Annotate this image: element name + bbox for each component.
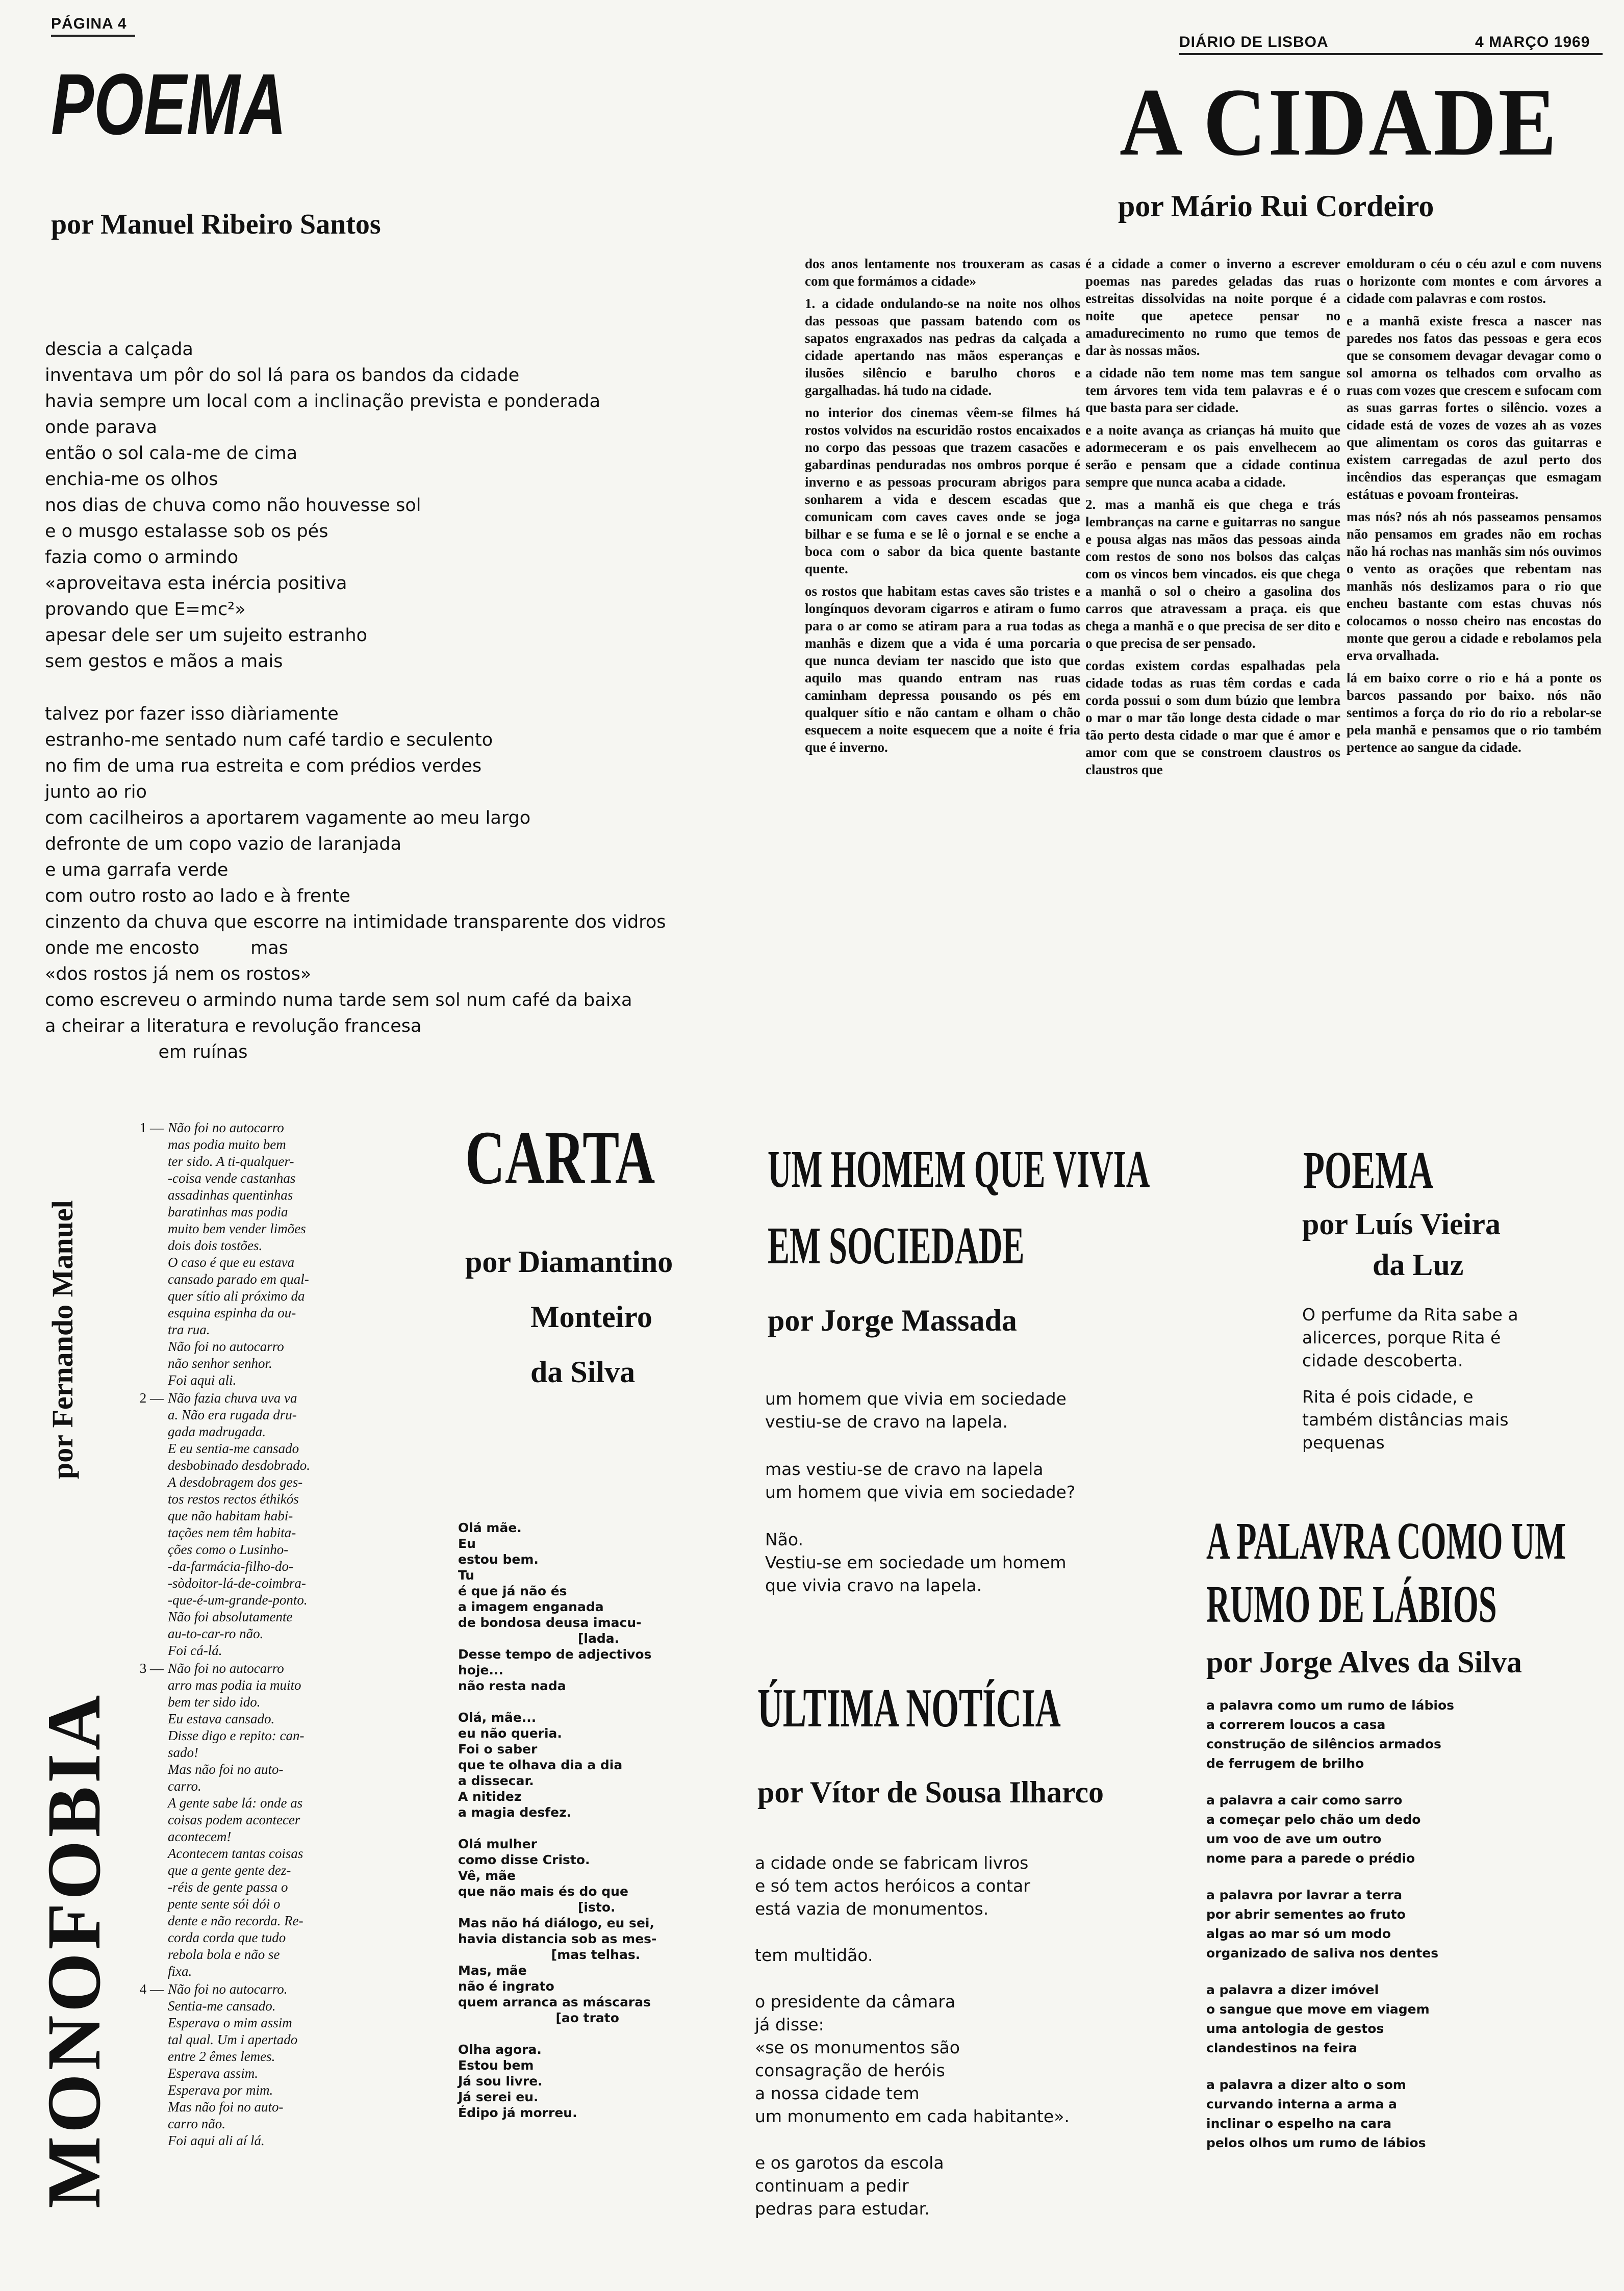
poema-santos-body: [45, 337, 769, 1065]
poema-santos-stanza2: [45, 701, 769, 1065]
ultima-stanza: [755, 1851, 1153, 1920]
carta-line: Olá mãe.: [458, 1520, 522, 1535]
carta-line: [458, 1820, 703, 1836]
carta-line: Édipo já morreu.: [458, 2105, 577, 2120]
monofobia-byline: por Fernando Manuel: [46, 1200, 79, 1479]
monofobia-line: tações nem têm habita-: [168, 1525, 296, 1540]
ultima-title: ÚLTIMA NOTÍCIA: [757, 1678, 1061, 1739]
carta-line: eu não queria.: [458, 1726, 562, 1741]
palavra-line: a palavra a dizer alto o som: [1206, 2077, 1406, 2092]
monofobia-line: fixa.: [168, 1964, 192, 1979]
cidade-paragraph: e a noite avança as crianças há muito que adormeceram e os pais envelhecem ao serão e pensam que a cidade continua sempre que nunca acaba a cidade.: [1085, 422, 1340, 490]
cidade-paragraph: 1. a cidade ondulando-se na noite nos olhos das pessoas que passam batendo com os sapatos engraxados nas pedras da calçada a cidade apertando nas mãos esperanças e ilusões silêncio e barulho choros e gargalhadas. há tudo na cidade.: [805, 296, 1080, 398]
palavra-title: [1206, 1510, 1566, 1636]
monofobia-line: Esperava assim.: [168, 2066, 258, 2081]
monofobia-item-number: 2 —: [139, 1390, 164, 1406]
carta-line: Olá, mãe...: [458, 1710, 537, 1725]
ultima-line: continuam a pedir: [755, 2176, 909, 2196]
palavra-byline: por Jorge Alves da Silva: [1206, 1645, 1522, 1679]
homem-title-line-2: EM SOCIEDADE: [768, 1216, 1025, 1275]
monofobia-line: -réis de gente passa o: [168, 1879, 288, 1895]
cidade-title-wrap: [1120, 69, 1607, 176]
monofobia-line: -sòdoitor-lá-de-coimbra-: [168, 1575, 306, 1591]
ultima-line: e só tem actos heróicos a contar: [755, 1876, 1030, 1896]
ultima-line: e os garotos da escola: [755, 2153, 944, 2173]
monofobia-line: Não foi no autocarro: [168, 1120, 284, 1135]
palavra-line: por abrir sementes ao fruto: [1206, 1907, 1406, 1922]
palavra-line: a palavra por lavrar a terra: [1206, 1888, 1403, 1902]
carta-line: a dissecar.: [458, 1773, 534, 1788]
poema_luz-line: O perfume da Rita sabe a: [1302, 1305, 1518, 1325]
cidade-paragraph: cordas existem cordas espalhadas pela cidade todas as ruas têm cordas e cada corda possui o som dum búzio que lembra o mar o mar tão longe desta cidade o mar tão perto desta cidade o mar que é amor e amor com que se constroem claustros os claustros que: [1085, 658, 1340, 777]
palavra-stanza: [1206, 2075, 1574, 2153]
monofobia-line: Foi aqui ali aí lá.: [168, 2133, 265, 2148]
carta-line: a imagem enganada: [458, 1599, 604, 1614]
carta-title: CARTA: [465, 1115, 655, 1200]
monofobia-line: dois dois tostões.: [168, 1238, 263, 1253]
monofobia-line: baratinhas mas podia: [168, 1204, 288, 1219]
monofobia-line: a. Não era rugada dru-: [168, 1407, 297, 1422]
carta-line: Mas, mãe: [458, 1963, 527, 1978]
poem-line: defronte de um copo vazio de laranjada: [45, 834, 402, 854]
monofobia-line: dente e não recorda. Re-: [168, 1913, 303, 1928]
monofobia-body: [115, 1119, 380, 2150]
monofobia-line: acontecem!: [168, 1829, 232, 1844]
poem-line: «aproveitava esta inércia positiva: [45, 573, 347, 594]
cidade-paragraph: a cidade não tem nome mas tem sangue tem árvores tem vida tem palavras e é o que basta para ser cidade.: [1085, 365, 1340, 415]
palavra-line: inclinar o espelho na cara: [1206, 2116, 1392, 2131]
cidade-paragraph: e a manhã existe fresca a nascer nas paredes nos fatos das pessoas e gera ecos que se consomem devagar devagar como o sol amorna os telhados com orvalho as ruas com vozes que crescem e sufocam com as suas garras fortes o silêncio. vozes a cidade está de vozes de vozes ah as vozes que alimentam os coros das guitarras e existem carregadas de azul perto dos incêndios das esperanças que esmagam estátuas e povoam fronteiras.: [1347, 313, 1602, 502]
poema-santos-stanza1: [45, 337, 769, 675]
carta-line: Mas não há diálogo, eu sei,: [458, 1916, 654, 1930]
homem-title-wrap: [768, 1131, 1384, 1284]
poem-line: descia a calçada: [45, 339, 193, 360]
carta-byline-line-1: por Diamantino: [465, 1245, 673, 1279]
carta-line: Já sou livre.: [458, 2074, 543, 2089]
carta-line: Estou bem: [458, 2058, 534, 2073]
poem-line: como escreveu o armindo numa tarde sem sol num café da baixa: [45, 990, 632, 1010]
homem-line: Não.: [765, 1530, 804, 1549]
poem-line: com outro rosto ao lado e à frente: [45, 886, 350, 906]
palavra-line: construção de silêncios armados: [1206, 1737, 1441, 1751]
monofobia-line: corda corda que tudo: [168, 1930, 286, 1945]
monofobia-title: MONOFOBIA: [32, 1692, 116, 2208]
monofobia-byline-wrap: [45, 1112, 86, 1479]
carta-line: quem arranca as máscaras: [458, 1995, 651, 2009]
poem-line: apesar dele ser um sujeito estranho: [45, 625, 367, 646]
poema-luz-title-wrap: [1303, 1137, 1501, 1204]
poem-line: no fim de uma rua estreita e com prédios verdes: [45, 756, 482, 776]
monofobia-line: coisas podem acontecer: [168, 1812, 300, 1827]
homem-stanza: [765, 1387, 1183, 1433]
monofobia-line: sado!: [168, 1745, 198, 1760]
carta-line: [mas telhas.: [458, 1947, 641, 1962]
carta-byline: [465, 1234, 673, 1399]
poem-line: provando que E=mc²»: [45, 599, 246, 620]
palavra-stanza: [1206, 1886, 1574, 1963]
cidade-title: A CIDADE: [1120, 69, 1559, 176]
palavra-stanza: [1206, 1980, 1574, 2058]
monofobia-line: -que-é-um-grande-ponto.: [168, 1592, 308, 1608]
cidade-byline: por Mário Rui Cordeiro: [1118, 189, 1434, 223]
monofobia-line: assadinhas quentinhas: [168, 1187, 293, 1203]
monofobia-line: Não foi no autocarro: [168, 1661, 284, 1676]
ultima-line: tem multidão.: [755, 1945, 873, 1965]
monofobia-item-lines: [168, 1119, 309, 1389]
cidade-paragraph: 2. mas a manhã eis que chega e trás lembranças na carne e guitarras no sangue e pousa algas nas mãos das pessoas ainda com restos de sono nos bolsos das calças com os vincos bem vincados. eis que chega a manhã o sol o cheiro a gasolina dos carros que atravessam a praça. eis que chega a manhã e o que precisa de ser dito e o que precisa de ser pensado.: [1085, 497, 1340, 651]
poem-line: a cheirar a literatura e revolução francesa: [45, 1016, 422, 1036]
monofobia-line: A desdobragem dos ges-: [168, 1474, 303, 1490]
cidade-paragraph: emolduram o céu o céu azul e com nuvens o horizonte com montes e com árvores a cidade com palavras e com rostos.: [1347, 256, 1602, 306]
carta-line: a magia desfez.: [458, 1805, 572, 1820]
monofobia-item-lines: [168, 1660, 304, 1980]
monofobia-item-number: 1 —: [139, 1120, 164, 1135]
ultima-title-wrap: [757, 1675, 1231, 1742]
homem-line: que vivia cravo na lapela.: [765, 1575, 982, 1595]
palavra-line: a começar pelo chão um dedo: [1206, 1812, 1421, 1827]
ultima-body: [755, 1851, 1153, 2220]
palavra-line: a correrem loucos a casa: [1206, 1717, 1386, 1732]
carta-line: não resta nada: [458, 1678, 566, 1693]
homem-byline: por Jorge Massada: [768, 1304, 1017, 1337]
palavra-line: uma antologia de gestos: [1206, 2021, 1384, 2036]
monofobia-line: Sentia-me cansado.: [168, 1998, 276, 2014]
monofobia-line: Não foi absolutamente: [168, 1609, 293, 1624]
monofobia-line: Foi aqui ali.: [168, 1372, 237, 1388]
homem-line: Vestiu-se em sociedade um homem: [765, 1552, 1067, 1572]
palavra-line: curvando interna a arma a: [1206, 2097, 1397, 2111]
ultima-stanza: [755, 1944, 1153, 1967]
carta-line: havia distancia sob as mes-: [458, 1931, 657, 1946]
carta-line: [isto.: [458, 1900, 616, 1915]
poema-luz-body: [1302, 1303, 1588, 1454]
monofobia-line: A gente sabe lá: onde as: [168, 1795, 303, 1811]
monofobia-line: que não habitam habi-: [168, 1508, 293, 1523]
poema_luz-line: Rita é pois cidade, e: [1302, 1387, 1474, 1407]
homem-stanza: [765, 1528, 1183, 1597]
monofobia-line: muito bem vender limões: [168, 1221, 306, 1236]
carta-line: Olá mulher: [458, 1837, 537, 1851]
monofobia-line: Não foi no autocarro.: [168, 1981, 288, 1997]
poem-line: enchia-me os olhos: [45, 469, 218, 490]
poem-line: talvez por fazer isso diàriamente: [45, 704, 339, 724]
poem-line: em ruínas: [45, 1042, 248, 1062]
palavra-title-line-1: A PALAVRA COMO UM: [1206, 1512, 1566, 1570]
monofobia-title-wrap: [32, 1576, 122, 2208]
carta-line: Já serei eu.: [458, 2090, 539, 2104]
homem-title: [768, 1131, 1150, 1284]
poem-line: estranho-me sentado num café tardio e seculento: [45, 730, 493, 750]
palavra-line: pelos olhos um rumo de lábios: [1206, 2135, 1426, 2150]
monofobia-item-lines: [168, 1390, 310, 1659]
cidade-paragraph: é a cidade a comer o inverno a escrever poemas nas paredes geladas das ruas estreitas dissolvidas na noite porque é a noite que apetece pensar no amadurecimento no rumo que temos de dar às nossas mãos.: [1085, 256, 1340, 358]
ultima-stanza: [755, 1990, 1153, 2128]
carta-line: estou bem.: [458, 1552, 539, 1567]
poem-line: onde parava: [45, 417, 158, 438]
palavra-line: organizado de saliva nos dentes: [1206, 1946, 1439, 1961]
poema_luz-line: pequenas: [1302, 1433, 1385, 1453]
poem-line: cinzento da chuva que escorre na intimidade transparente dos vidros: [45, 912, 666, 932]
poema-luz-byline-line-2: da Luz: [1373, 1248, 1464, 1282]
poema_luz-stanza: [1302, 1385, 1588, 1454]
poema-luz-title: POEMA: [1303, 1141, 1434, 1200]
monofobia-line: desbobinado desdobrado.: [168, 1458, 310, 1473]
monofobia-line: Foi cá-lá.: [168, 1643, 222, 1658]
carta-line: Vê, mãe: [458, 1868, 516, 1883]
carta-line: hoje...: [458, 1663, 503, 1677]
poema-luz-byline-line-1: por Luís Vieira: [1302, 1207, 1501, 1241]
monofobia-item: [115, 1660, 380, 1980]
monofobia-line: -coisa vende castanhas: [168, 1170, 296, 1186]
poem-line: «dos rostos já nem os rostos»: [45, 964, 312, 984]
palavra-line: o sangue que move em viagem: [1206, 2002, 1430, 2017]
monofobia-item-lines: [168, 1981, 297, 2149]
monofobia-line: Mas não foi no auto-: [168, 2099, 284, 2115]
header-rule-right: [1179, 53, 1603, 55]
monofobia-line: tos restos rectos éthikós: [168, 1491, 299, 1507]
cidade-paragraph: mas nós? nós ah nós passeamos pensamos não pensamos em grades não em rochas não há rochas nas manhãs sim nós ouvimos o vento as orações que rebentam nas manhãs nós deslizamos para o rio que encheu bastante com estas chuvas nós colocamos o nosso cheiro nas encostas do monte que gerou a cidade e rebolamos pela erva orvalhada.: [1347, 509, 1602, 663]
monofobia-line: Disse digo e repito: can-: [168, 1728, 304, 1743]
monofobia-line: gada madrugada.: [168, 1424, 266, 1439]
palavra-line: um voo de ave um outro: [1206, 1831, 1382, 1846]
monofobia-line: Esperava o mim assim: [168, 2015, 292, 2030]
monofobia-line: tra rua.: [168, 1322, 210, 1337]
carta-line: A nitidez: [458, 1789, 522, 1804]
carta-line: como disse Cristo.: [458, 1852, 590, 1867]
carta-line: [458, 2026, 703, 2042]
monofobia-line: pente sente sói dói o: [168, 1896, 281, 1912]
carta-line: [458, 1694, 703, 1710]
ultima-line: consagração de heróis: [755, 2060, 945, 2080]
poema_luz-line: também distâncias mais: [1302, 1410, 1509, 1430]
ultima-byline: por Vítor de Sousa Ilharco: [757, 1775, 1104, 1809]
monofobia-line: Não foi no autocarro: [168, 1339, 284, 1354]
poema-santos-title: POEMA: [51, 56, 287, 153]
palavra-line: a palavra como um rumo de lábios: [1206, 1698, 1455, 1713]
homem-stanza: [765, 1458, 1183, 1504]
homem-line: mas vestiu-se de cravo na lapela: [765, 1459, 1044, 1479]
carta-line: Desse tempo de adjectivos: [458, 1647, 652, 1662]
palavra-line: nome para a parede o prédio: [1206, 1851, 1415, 1866]
palavra-line: clandestinos na feira: [1206, 2041, 1357, 2055]
carta-byline-line-3: da Silva: [530, 1355, 636, 1389]
cidade-column-1: [805, 255, 1080, 761]
monofobia-item: [115, 1981, 380, 2149]
cidade-column-2: [1085, 255, 1340, 783]
monofobia-line: -da-farmácia-filho-do-: [168, 1559, 293, 1574]
cidade-paragraph: os rostos que habitam estas caves são tristes e longínquos devoram cigarros e atiram o fumo para o ar como se atiram para a rua todas as manhãs e dizem que a vida é uma porcaria que nunca deviam ter nascido que isto que aquilo mas quando entram nas ruas caminham depressa pousando os pés em qualquer sítio e não cantam e olham o chão esquecem a noite esquecem que a noite é fria que é inverno.: [805, 583, 1080, 755]
monofobia-line: que a gente gente dez-: [168, 1863, 291, 1878]
palavra-line: algas ao mar só um modo: [1206, 1926, 1391, 1941]
palavra-body: [1206, 1696, 1574, 2153]
monofobia-line: carro.: [168, 1778, 201, 1794]
poema_luz-stanza: [1302, 1303, 1588, 1372]
carta-line: é que já não és: [458, 1584, 567, 1598]
ultima-line: a nossa cidade tem: [755, 2083, 920, 2103]
monofobia-line: ções como o Lusinho-: [168, 1542, 289, 1557]
page-number: PÁGINA 4: [51, 15, 127, 32]
ultima-line: pedras para estudar.: [755, 2199, 930, 2219]
monofobia-line: E eu sentia-me cansado: [168, 1441, 299, 1456]
monofobia-line: bem ter sido ido.: [168, 1694, 261, 1710]
monofobia-line: O caso é que eu estava: [168, 1255, 295, 1270]
monofobia-line: carro não.: [168, 2116, 225, 2131]
poema-santos-title-wrap: [51, 56, 369, 153]
poem-line: e o musgo estalasse sob os pés: [45, 521, 328, 542]
cidade-paragraph: dos anos lentamente nos trouxeram as casas com que formámos a cidade»: [805, 256, 1080, 289]
monofobia-item: [115, 1119, 380, 1389]
ultima-line: já disse:: [755, 2015, 824, 2034]
poema-luz-byline: [1302, 1204, 1501, 1285]
carta-line: de bondosa deusa imacu-: [458, 1615, 642, 1630]
monofobia-line: não senhor senhor.: [168, 1356, 272, 1371]
monofobia-line: rebola bola e não se: [168, 1947, 280, 1962]
monofobia-line: Acontecem tantas coisas: [168, 1846, 303, 1861]
homem-body: [765, 1387, 1183, 1597]
monofobia-line: ter sido. A ti-qualquer-: [168, 1154, 294, 1169]
poem-line: nos dias de chuva como não houvesse sol: [45, 495, 421, 516]
poem-line: onde me encosto mas: [45, 938, 288, 958]
poem-line: junto ao rio: [45, 782, 147, 802]
poem-line: havia sempre um local com a inclinação prevista e ponderada: [45, 391, 601, 412]
ultima-line: «se os monumentos são: [755, 2038, 960, 2057]
homem-line: vestiu-se de cravo na lapela.: [765, 1412, 1008, 1432]
palavra-line: a palavra a dizer imóvel: [1206, 1982, 1379, 1997]
poema_luz-line: cidade descoberta.: [1302, 1351, 1463, 1370]
poema-santos-byline: por Manuel Ribeiro Santos: [51, 209, 381, 240]
poem-line: e uma garrafa verde: [45, 860, 229, 880]
cidade-column-3: [1347, 255, 1602, 761]
monofobia-item: [115, 1390, 380, 1659]
monofobia-item-number: 3 —: [139, 1661, 164, 1676]
palavra-stanza: [1206, 1696, 1574, 1773]
ultima-stanza: [755, 2151, 1153, 2220]
monofobia-item-number: 4 —: [139, 1981, 164, 1997]
monofobia-line: au-to-car-ro não.: [168, 1626, 264, 1641]
monofobia-line: entre 2 êmes lemes.: [168, 2049, 275, 2064]
monofobia-line: Esperava por mim.: [168, 2082, 273, 2098]
palavra-stanza: [1206, 1791, 1574, 1868]
carta-body: [458, 1520, 703, 2121]
monofobia-line: Não fazia chuva uva va: [168, 1390, 297, 1406]
monofobia-line: arro mas podia ia muito: [168, 1677, 301, 1693]
ultima-line: o presidente da câmara: [755, 1992, 956, 2012]
poema_luz-line: alicerces, porque Rita é: [1302, 1328, 1501, 1347]
ultima-line: a cidade onde se fabricam livros: [755, 1853, 1029, 1873]
poem-line: fazia como o armindo: [45, 547, 239, 568]
homem-line: um homem que vivia em sociedade: [765, 1389, 1067, 1409]
monofobia-line: Eu estava cansado.: [168, 1711, 275, 1726]
carta-line: Eu: [458, 1536, 476, 1551]
carta-line: Tu: [458, 1568, 475, 1583]
newspaper-name: DIÁRIO DE LISBOA: [1179, 34, 1329, 50]
poem-line: inventava um pôr do sol lá para os bandos da cidade: [45, 365, 520, 386]
poem-line: então o sol cala-me de cima: [45, 443, 298, 464]
cidade-paragraph: lá em baixo corre o rio e há a ponte os barcos passando por baixo. nós não sentimos a força do rio do rio a rebolar-se pela manhã e pensamos que o rio também pertence ao sangue da cidade.: [1347, 670, 1602, 755]
palavra-line: de ferrugem de brilho: [1206, 1756, 1364, 1771]
monofobia-line: quer sítio ali próximo da: [168, 1288, 305, 1304]
monofobia-line: cansado parado em qual-: [168, 1271, 309, 1287]
carta-line: não é ingrato: [458, 1979, 554, 1994]
monofobia-line: Mas não foi no auto-: [168, 1762, 284, 1777]
carta-line: Foi o saber: [458, 1742, 538, 1757]
ultima-line: um monumento em cada habitante».: [755, 2106, 1070, 2126]
carta-line: [lada.: [458, 1631, 620, 1646]
poem-line: com cacilheiros a aportarem vagamente ao meu largo: [45, 808, 531, 828]
palavra-title-line-2: RUMO DE LÁBIOS: [1206, 1575, 1497, 1634]
carta-title-wrap: [465, 1117, 729, 1199]
carta-line: que te olhava dia a dia: [458, 1758, 623, 1772]
header-rule-left: [51, 35, 135, 37]
palavra-title-wrap: [1206, 1510, 1624, 1636]
ultima-line: está vazia de monumentos.: [755, 1899, 989, 1919]
carta-line: Olha agora.: [458, 2042, 542, 2057]
monofobia-line: mas podia muito bem: [168, 1137, 286, 1152]
carta-line: que não mais és do que: [458, 1884, 628, 1899]
carta-byline-line-2: Monteiro: [530, 1300, 652, 1334]
palavra-line: a palavra a cair como sarro: [1206, 1793, 1403, 1808]
homem-line: um homem que vivia em sociedade?: [765, 1482, 1076, 1502]
cidade-paragraph: no interior dos cinemas vêem-se filmes há rostos volvidos na escuridão rostos encaixados no corpo das pessoas que trazem casacões e gabardinas penduradas nos ombros porque é inverno e as pessoas procuram abrigos para sonharem a vida e descem escadas que comunicam com caves caves onde se joga bilhar e se fuma e se lê o jornal e se enche a boca com o sabor da bica quente bastante quente.: [805, 405, 1080, 576]
homem-title-line-1: UM HOMEM QUE VIVIA: [768, 1140, 1150, 1199]
carta-line: [ao trato: [458, 2010, 619, 2025]
poem-line: sem gestos e mãos a mais: [45, 651, 283, 672]
monofobia-line: esquina espinha da ou-: [168, 1305, 296, 1320]
monofobia-line: tal qual. Um i apertado: [168, 2032, 298, 2047]
issue-date: 4 MARÇO 1969: [1475, 34, 1590, 50]
